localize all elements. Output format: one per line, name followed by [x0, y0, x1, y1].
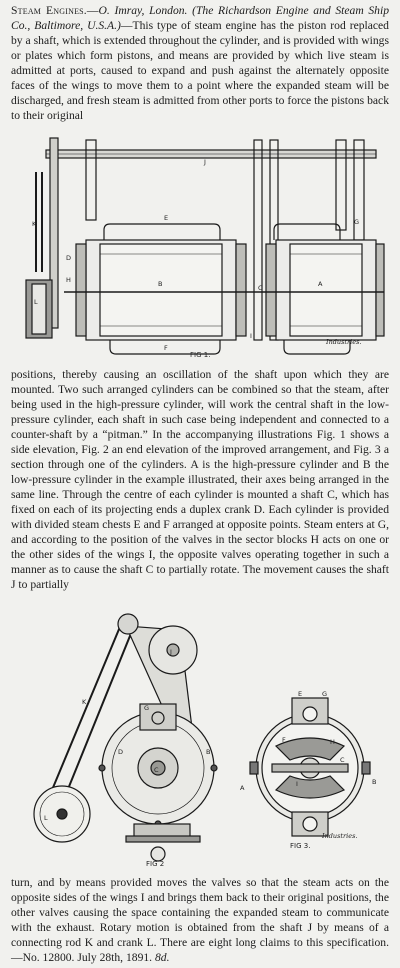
- fig3-brand: Industries.: [322, 832, 358, 840]
- fig3-label-g: G: [322, 690, 328, 698]
- fig2-label-j: J: [170, 648, 172, 656]
- figure-1-side-elevation: [14, 132, 386, 362]
- fig2-label-k: K: [82, 698, 87, 706]
- fig1-label-b: B: [158, 280, 163, 288]
- article-heading: Steam Engines.: [11, 4, 87, 17]
- fig1-label-c: C: [258, 284, 263, 292]
- fig3-label-c: C: [340, 756, 345, 764]
- fig2-label-b: B: [206, 748, 211, 756]
- inventor-name: O. Imray, London.: [98, 4, 188, 17]
- fig1-label-a: A: [318, 280, 323, 288]
- fig3-label-b: B: [372, 778, 377, 786]
- fig3-label-f: F: [282, 736, 286, 744]
- fig3-label-h: H: [330, 738, 335, 746]
- fig3-label-e: E: [298, 690, 303, 698]
- fig1-label-e: E: [164, 214, 169, 222]
- patent-reference: —No. 12800. July 28th, 1891.: [11, 951, 153, 964]
- fig1-caption: FIG 1.: [190, 351, 211, 359]
- fig1-label-k: K: [32, 220, 37, 228]
- fig3-caption: FIG 3.: [290, 842, 311, 850]
- fig2-caption: FIG 2: [146, 860, 165, 868]
- fig2-label-g: G: [144, 704, 150, 712]
- fig1-label-g: G: [354, 218, 360, 226]
- fig1-label-i: I: [250, 332, 252, 340]
- fig1-label-d: D: [66, 254, 72, 262]
- article-closing-paragraph: [11, 875, 389, 965]
- article-body-paragraph: positions, thereby causing an oscillation of the shaft upon which they are mounted. Two such arranged cylinders can be combined so that the steam, after being used in the high-pressure cylinder, will work the central shaft in the low-pressure cylinder, each shaft in such case being independent and connected to a counter-shaft by a “pitman.” In the accompanying illustrations Fig. 1 shows a side elevation, Fig. 2 an end elevation of the improved arrangement, and Fig. 3 a section through one of the cylinders. A is the high-pressure cylinder and B the low-pressure cylinder in the example illustrated, their axes being arranged in the same line. Through the centre of each cylinder is mounted a shaft C, which has fixed on each of its projecting ends a duplex crank D. Each cylinder is provided with divided steam chests E and F arranged at opposite points. Steam enters at G, and according to the position of the valves in the sector blocks H acts on one or the other sides of the wings I, the opposite valves operating together in such a manner as to cause the shaft C to partially rotate. The movement causes the shaft J to partially: [11, 368, 389, 591]
- fig3-label-i: I: [296, 780, 298, 788]
- figure-3-cylinder-section: [236, 686, 386, 850]
- fig2-label-l: L: [44, 814, 48, 822]
- fig1-label-j: J: [204, 158, 206, 166]
- figure-2-end-elevation: [30, 608, 240, 870]
- fig1-label-l: L: [34, 298, 38, 306]
- fig1-label-h: H: [66, 276, 71, 284]
- article-intro-paragraph: [11, 3, 389, 123]
- heading-dash: —: [86, 4, 99, 17]
- closing-text: turn, and by means provided moves the valves so that the steam acts on the opposite sides of the wings I and brings them back to their original positions, the other valves causing the space containing the expanded steam to communicate with the exhaust. Rotary motion is obtained from the shaft J by means of a connecting rod K and crank L. There are eight long claims to this specification.: [11, 876, 389, 949]
- intro-text: —This type of steam engine has the piston rod replaced by a shaft, which is extended throughout the cylinder, and is provided with wings or plates which form pistons, and means are provided by which live steam is admitted at ports, caused to expand and push against the alternately opposite faces of the wings to move them to a point where the expanded steam will be discharged, and fresh steam is admitted from other ports to force the pistons back to their original: [11, 19, 389, 122]
- fig2-label-c: C: [154, 766, 159, 774]
- fig1-label-f: F: [164, 344, 168, 352]
- fig2-label-d: D: [118, 748, 124, 756]
- fig3-label-a: A: [240, 784, 245, 792]
- fig1-brand: Industries.: [326, 338, 362, 346]
- assignee-name: (The Richardson Engine and Steam Ship Co., Baltimore, U.S.A.): [11, 4, 389, 32]
- price: 8d.: [154, 951, 170, 964]
